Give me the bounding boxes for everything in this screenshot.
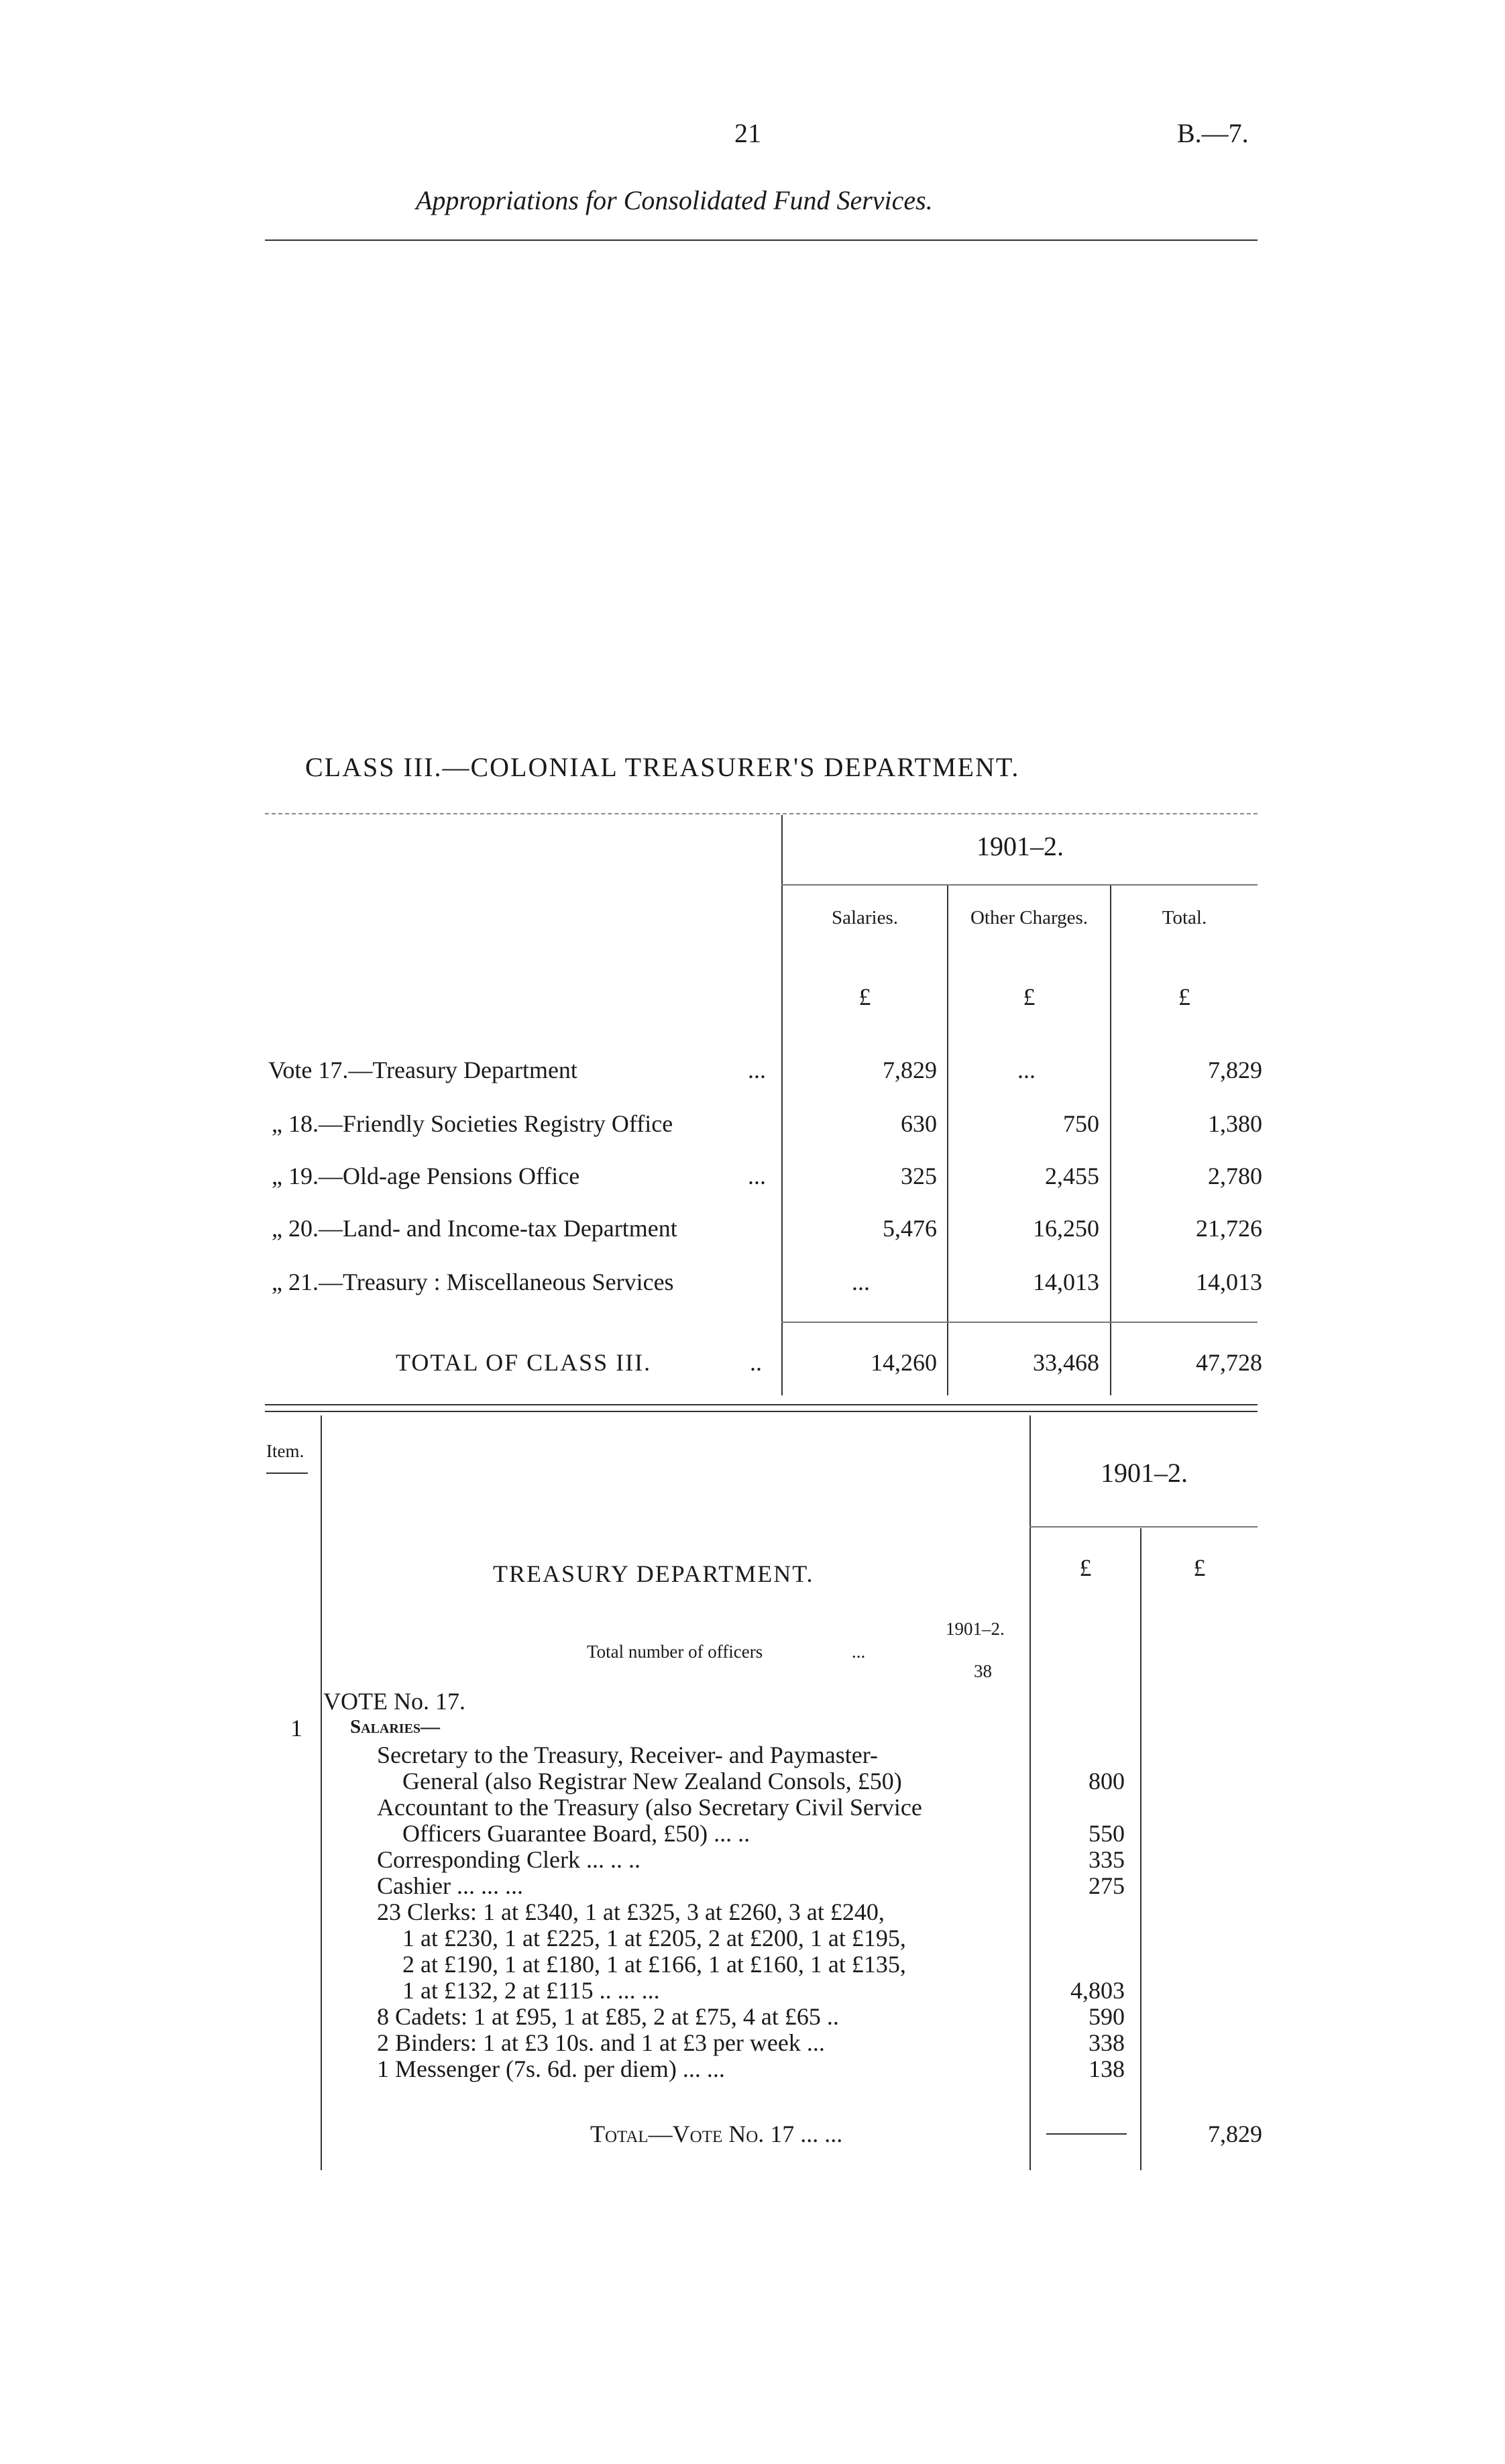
summary-col-divider-left	[781, 815, 783, 1395]
salary-line: 8 Cadets: 1 at £95, 1 at £85, 2 at £75, 4 at £65 ..	[377, 2003, 839, 2030]
summary-currency-other: £	[1023, 983, 1036, 1010]
summary-currency-salaries: £	[858, 983, 871, 1010]
class-title: CLASS III.—COLONIAL TREASURER'S DEPARTMENT.	[305, 752, 1020, 782]
officers-count: 38	[974, 1661, 992, 1681]
row-leader: ...	[748, 1163, 766, 1189]
row-other-charges: ...	[1017, 1057, 1036, 1083]
officers-year: 1901–2.	[946, 1619, 1005, 1639]
row-salaries: 7,829	[883, 1057, 937, 1083]
total-label: TOTAL OF CLASS III.	[396, 1349, 652, 1376]
salary-line: 23 Clerks: 1 at £340, 1 at £325, 3 at £260, 3 at £240,	[377, 1898, 885, 1925]
salary-line: Officers Guarantee Board, £50) ... ..	[402, 1820, 750, 1847]
row-total: 2,780	[1208, 1163, 1262, 1189]
detail-currency-total: £	[1193, 1554, 1206, 1581]
salary-line: 1 Messenger (7s. 6d. per diem) ... ...	[377, 2055, 725, 2082]
detail-year: 1901–2.	[1101, 1458, 1188, 1488]
vote-heading: VOTE No. 17.	[323, 1688, 465, 1715]
total-salaries: 14,260	[871, 1349, 937, 1376]
summary-total-rule	[781, 1322, 1258, 1323]
row-salaries: 5,476	[883, 1215, 937, 1242]
salary-line: Corresponding Clerk ... .. ..	[377, 1846, 640, 1873]
summary-col-salaries: Salaries.	[831, 907, 899, 928]
class-title-rule	[265, 813, 1258, 814]
salary-amount: 335	[1089, 1846, 1125, 1873]
item-number: 1	[290, 1715, 302, 1742]
summary-currency-total: £	[1178, 983, 1190, 1010]
salary-amount: 338	[1089, 2029, 1125, 2056]
row-other-charges: 16,250	[1033, 1215, 1099, 1242]
vote-total-amount: 7,829	[1208, 2121, 1262, 2147]
summary-col-divider-2	[1110, 886, 1111, 1395]
summary-year-rule	[781, 884, 1258, 886]
detail-year-rule	[1029, 1526, 1258, 1528]
officers-leader: ...	[852, 1642, 866, 1662]
row-total: 14,013	[1196, 1269, 1262, 1295]
running-title: Appropriations for Consolidated Fund Services.	[416, 185, 933, 215]
vote-total-rule	[1046, 2133, 1127, 2135]
salary-line: 1 at £132, 2 at £115 .. ... ...	[402, 1977, 660, 2004]
row-other-charges: 14,013	[1033, 1269, 1099, 1295]
salary-amount: 800	[1089, 1768, 1125, 1795]
row-total: 21,726	[1196, 1215, 1262, 1242]
document-reference: B.—7.	[1177, 118, 1249, 148]
detail-item-divider	[321, 1415, 322, 2170]
detail-col-divider-2	[1140, 1528, 1141, 2170]
row-label: Vote 17.—Treasury Department	[268, 1057, 577, 1083]
row-total: 7,829	[1208, 1057, 1262, 1083]
total-other-charges: 33,468	[1033, 1349, 1099, 1376]
salary-amount: 590	[1089, 2003, 1125, 2030]
row-leader: ...	[748, 1057, 766, 1083]
row-label: „ 20.—Land- and Income-tax Department	[272, 1215, 677, 1242]
row-total: 1,380	[1208, 1110, 1262, 1137]
row-salaries: 630	[901, 1110, 937, 1137]
salary-line: 1 at £230, 1 at £225, 1 at £205, 2 at £200, 1 at £195,	[402, 1925, 906, 1951]
section-double-rule-bottom	[265, 1411, 1258, 1412]
row-label: „ 21.—Treasury : Miscellaneous Services	[272, 1269, 674, 1295]
row-salaries: ...	[852, 1269, 870, 1295]
salary-line: General (also Registrar New Zealand Consols, £50)	[402, 1768, 902, 1795]
section-double-rule-top	[265, 1404, 1258, 1405]
salary-amount: 275	[1089, 1872, 1125, 1899]
salary-amount: 550	[1089, 1820, 1125, 1847]
salary-line: Cashier ... ... ...	[377, 1872, 523, 1899]
salary-line: Secretary to the Treasury, Receiver- and Paymaster-	[377, 1742, 878, 1768]
row-salaries: 325	[901, 1163, 937, 1189]
salary-amount: 138	[1089, 2055, 1125, 2082]
detail-currency-items: £	[1079, 1554, 1092, 1581]
officers-label: Total number of officers	[587, 1642, 763, 1662]
total-total: 47,728	[1196, 1349, 1262, 1376]
total-leader: ..	[750, 1349, 762, 1376]
item-header: Item.	[266, 1441, 304, 1461]
summary-col-other-charges: Other Charges.	[970, 907, 1089, 928]
summary-year: 1901–2.	[977, 831, 1064, 861]
page-number: 21	[734, 118, 761, 148]
item-header-underline	[266, 1472, 308, 1474]
summary-col-divider-1	[947, 886, 948, 1395]
row-label: „ 19.—Old-age Pensions Office	[272, 1163, 580, 1189]
salaries-heading: Salaries—	[350, 1716, 441, 1737]
salary-line: 2 Binders: 1 at £3 10s. and 1 at £3 per week ...	[377, 2029, 825, 2056]
row-label: „ 18.—Friendly Societies Registry Office	[272, 1110, 673, 1137]
row-other-charges: 2,455	[1045, 1163, 1099, 1189]
vote-total-label: Total—Vote No. 17 ... ...	[590, 2121, 843, 2147]
row-other-charges: 750	[1063, 1110, 1099, 1137]
salary-line: Accountant to the Treasury (also Secretary Civil Service	[377, 1794, 922, 1821]
header-rule	[265, 239, 1258, 241]
department-title: TREASURY DEPARTMENT.	[493, 1560, 814, 1587]
salary-line: 2 at £190, 1 at £180, 1 at £166, 1 at £160, 1 at £135,	[402, 1951, 906, 1978]
salary-amount: 4,803	[1070, 1977, 1125, 2004]
summary-col-total: Total.	[1162, 907, 1207, 928]
